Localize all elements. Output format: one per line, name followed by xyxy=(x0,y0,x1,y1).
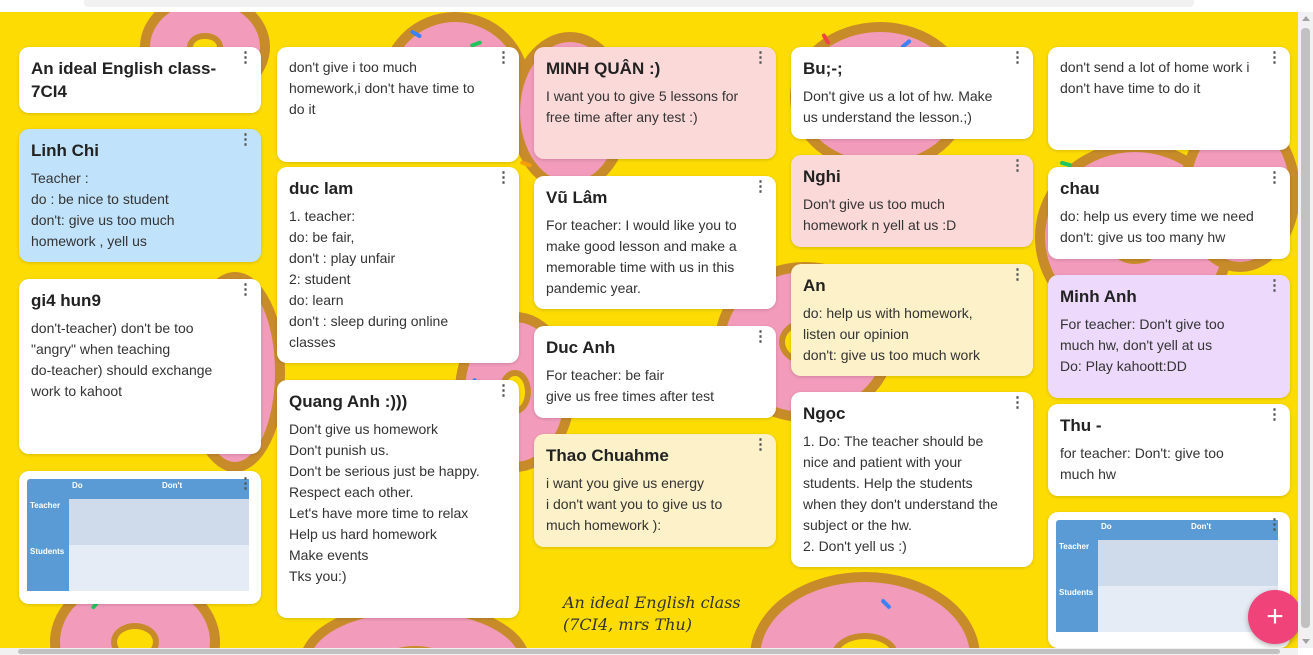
do-dont-table-image xyxy=(1056,516,1282,640)
post-card-table-image[interactable] xyxy=(19,471,261,604)
post-title: Thao Chuahme xyxy=(546,446,669,465)
donut-hole xyxy=(831,633,898,648)
post-card-an[interactable] xyxy=(791,264,1033,376)
post-card-ngoc[interactable] xyxy=(791,392,1033,567)
more-options-icon[interactable]: ⋮ xyxy=(1010,266,1025,283)
table-row-students: Students xyxy=(1056,586,1098,632)
post-title: gi4 hun9 xyxy=(31,291,101,310)
post-body: 1. teacher: do: be fair, don't : play unfair 2: student do: learn don't : sleep during online classes xyxy=(289,208,449,350)
post-title: Duc Anh xyxy=(546,338,616,357)
more-options-icon[interactable]: ⋮ xyxy=(496,169,511,186)
table-cell xyxy=(159,499,249,545)
post-title: An xyxy=(803,276,826,295)
table-corner xyxy=(27,479,69,499)
post-body: i want you give us energy i don't want you to give us to much homework ): xyxy=(546,475,723,533)
post-title: Linh Chi xyxy=(31,141,99,160)
post-body: Don't give us a lot of hw. Make us understand the lesson.;) xyxy=(803,88,993,125)
post-card-duc-anh[interactable] xyxy=(534,326,776,418)
post-title: Thu - xyxy=(1060,416,1102,435)
post-card-quang-anh[interactable] xyxy=(277,380,519,618)
more-options-icon[interactable]: ⋮ xyxy=(753,328,768,345)
table-cell xyxy=(69,545,159,591)
more-options-icon[interactable]: ⋮ xyxy=(1267,49,1282,66)
table-cell xyxy=(1188,540,1278,586)
post-card-bu[interactable] xyxy=(791,47,1033,139)
more-options-icon[interactable]: ⋮ xyxy=(753,436,768,453)
post-card-gi4-hun9[interactable] xyxy=(19,279,261,454)
post-body: Teacher : do : be nice to student don't: give us too much homework , yell us xyxy=(31,170,175,249)
scrollbar-thumb[interactable] xyxy=(1301,28,1310,628)
post-title: Minh Anh xyxy=(1060,287,1137,306)
post-body: don't-teacher) don't be too "angry" when teaching do-teacher) should exchange work to kahoot xyxy=(31,320,213,399)
padlet-board xyxy=(0,12,1298,648)
post-body: Don't give us too much homework n yell at us :D xyxy=(803,196,957,233)
more-options-icon[interactable]: ⋮ xyxy=(238,49,253,66)
post-card-minh-quan[interactable] xyxy=(534,47,776,159)
more-options-icon[interactable]: ⋮ xyxy=(753,49,768,66)
post-body: I want you to give 5 lessons for free time after any test :) xyxy=(546,88,739,125)
table-cell xyxy=(69,499,159,545)
post-body: don't send a lot of home work i don't have time to do it xyxy=(1060,59,1250,96)
more-options-icon[interactable]: ⋮ xyxy=(753,178,768,195)
more-options-icon[interactable]: ⋮ xyxy=(238,475,253,492)
table-header-do: Do xyxy=(69,479,159,499)
table-row-students: Students xyxy=(27,545,69,591)
post-title: Quang Anh :))) xyxy=(289,392,408,411)
more-options-icon[interactable]: ⋮ xyxy=(1010,49,1025,66)
post-title: Bu;-; xyxy=(803,59,843,78)
add-post-button[interactable]: + xyxy=(1248,590,1302,644)
post-card-linh-chi[interactable] xyxy=(19,129,261,262)
browser-top-strip xyxy=(0,0,1313,12)
post-card-thu[interactable] xyxy=(1048,404,1290,496)
post-body: For teacher: Don't give too much hw, don't yell at us Do: Play kahoott:DD xyxy=(1060,316,1225,374)
post-body: 1. Do: The teacher should be nice and patient with your students. Help the students when they don't understand the subject or the hw. 2. Don't yell us :) xyxy=(803,433,998,554)
table-cell xyxy=(1098,586,1188,632)
scroll-down-icon[interactable] xyxy=(1302,639,1310,644)
vertical-scrollbar[interactable] xyxy=(1298,12,1313,648)
table-cell xyxy=(1098,540,1188,586)
post-card-vu-lam[interactable] xyxy=(534,176,776,309)
post-title: MINH QUÂN :) xyxy=(546,59,661,78)
post-card-chau[interactable] xyxy=(1048,167,1290,259)
do-dont-table-image xyxy=(27,475,253,596)
top-bar xyxy=(84,0,1194,7)
more-options-icon[interactable]: ⋮ xyxy=(238,281,253,298)
post-title: chau xyxy=(1060,179,1100,198)
post-body: don't give i too much homework,i don't have time to do it xyxy=(289,59,475,117)
scrollbar-thumb[interactable] xyxy=(18,649,1280,654)
more-options-icon[interactable]: ⋮ xyxy=(1010,157,1025,174)
table-corner xyxy=(1056,520,1098,540)
post-card-nghi[interactable] xyxy=(791,155,1033,247)
more-options-icon[interactable]: ⋮ xyxy=(1010,394,1025,411)
more-options-icon[interactable]: ⋮ xyxy=(238,131,253,148)
post-title: Vũ Lâm xyxy=(546,188,608,207)
post-title: Nghi xyxy=(803,167,841,186)
more-options-icon[interactable]: ⋮ xyxy=(1267,277,1282,294)
scroll-up-icon[interactable] xyxy=(1302,16,1310,21)
table-row-teacher: Teacher xyxy=(1056,540,1098,586)
post-body: For teacher: be fair give us free times after test xyxy=(546,367,715,404)
table-header-do: Do xyxy=(1098,520,1188,540)
horizontal-scrollbar[interactable] xyxy=(0,648,1298,655)
post-body: Don't give us homework Don't punish us. Don't be serious just be happy. Respect each other. Let's have more time to relax Help us hard homework Make events Tks you:) xyxy=(289,421,480,584)
more-options-icon[interactable]: ⋮ xyxy=(496,382,511,399)
more-options-icon[interactable]: ⋮ xyxy=(1267,406,1282,423)
post-body: for teacher: Don't: give too much hw xyxy=(1060,445,1224,482)
table-header-dont: Don't xyxy=(159,479,249,499)
post-body: do: help us every time we need don't: give us too many hw xyxy=(1060,208,1254,245)
post-card-minh-anh[interactable] xyxy=(1048,275,1290,398)
more-options-icon[interactable]: ⋮ xyxy=(1267,516,1282,533)
table-header-dont: Don't xyxy=(1188,520,1278,540)
more-options-icon[interactable]: ⋮ xyxy=(1267,169,1282,186)
post-card-title[interactable] xyxy=(19,47,261,113)
more-options-icon[interactable]: ⋮ xyxy=(496,49,511,66)
table-cell xyxy=(159,545,249,591)
donut-hole xyxy=(111,623,159,648)
table-row-teacher: Teacher xyxy=(27,499,69,545)
post-title: duc lam xyxy=(289,179,354,198)
post-card-thao-chuahme[interactable] xyxy=(534,434,776,547)
post-title: Ngọc xyxy=(803,404,846,423)
donut-decoration xyxy=(750,572,980,648)
post-body: do: help us with homework, listen our opinion don't: give us too much work xyxy=(803,305,980,363)
post-card-homework[interactable] xyxy=(277,47,519,162)
post-title: An ideal English class- 7CI4 xyxy=(31,59,217,101)
post-card-no-homework[interactable] xyxy=(1048,47,1290,150)
post-card-duc-lam[interactable] xyxy=(277,167,519,363)
post-body: For teacher: I would like you to make good lesson and make a memorable time with us in this pandemic year. xyxy=(546,217,737,296)
board-caption: An ideal English class (7CI4, mrs Thu) xyxy=(563,593,741,634)
